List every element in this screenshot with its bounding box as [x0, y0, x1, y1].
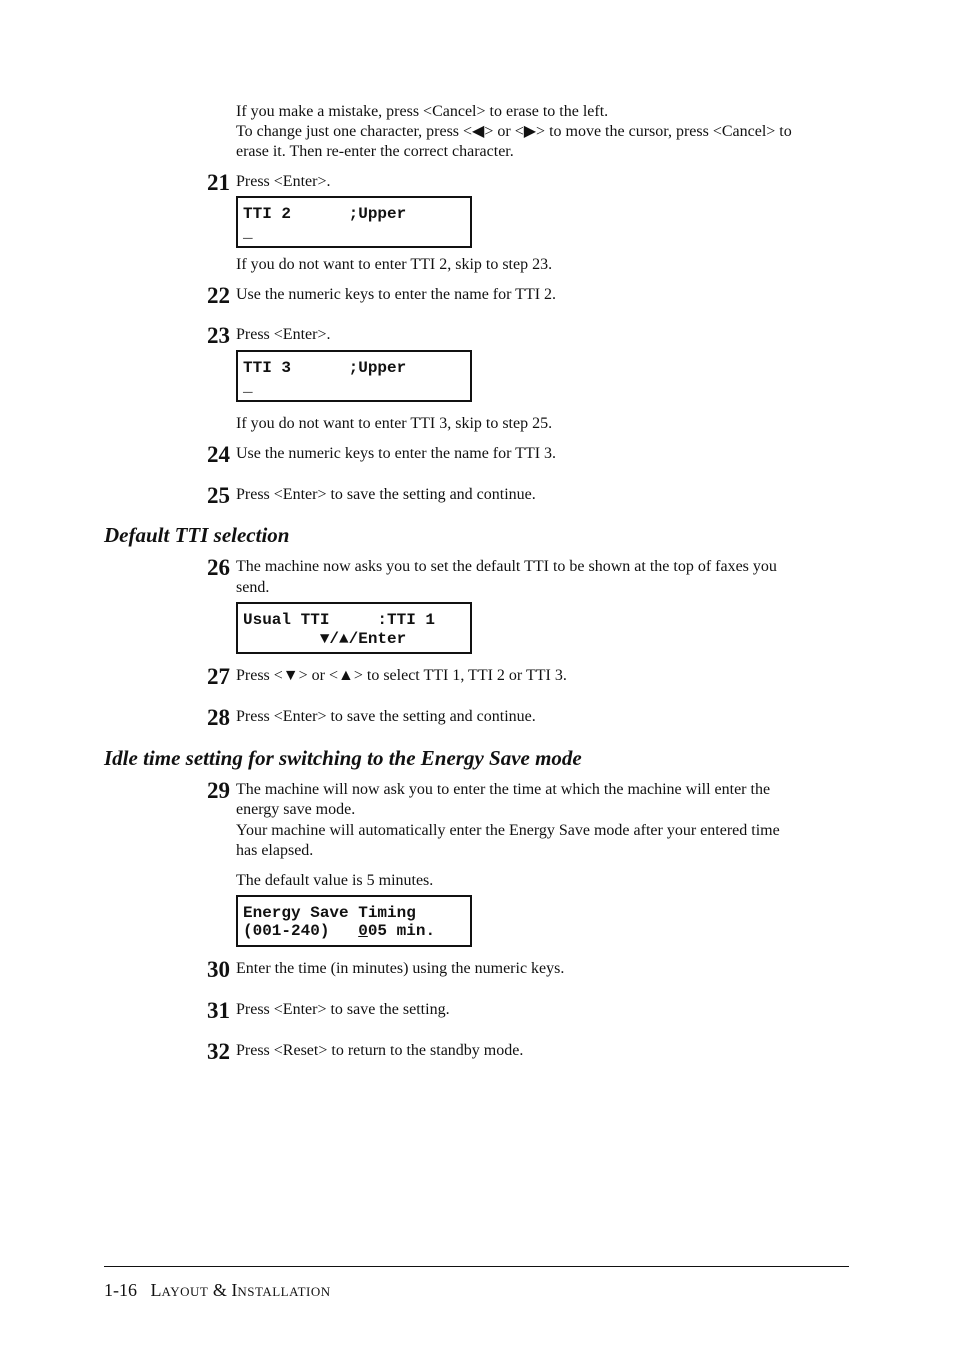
- section-heading-idle-time: Idle time setting for switching to the Energy Save mode: [104, 746, 582, 770]
- step-29-line-3: Your machine will automatically enter the Energy Save mode after your entered time: [236, 822, 780, 839]
- step-number-28: 28: [207, 705, 230, 730]
- footer-rule: [104, 1266, 849, 1267]
- footer-title-l: L: [150, 1280, 162, 1300]
- step-number-22: 22: [207, 283, 230, 308]
- lcd-line-2: ▼/▲/Enter: [243, 630, 407, 648]
- lcd-display-tti2: [236, 196, 472, 248]
- step-27-text: Press <▼> or <▲> to select TTI 1, TTI 2 or TTI 3.: [236, 667, 567, 684]
- lcd-line-1: TTI 2 ;Upper: [243, 205, 407, 223]
- step-number-29: 29: [207, 778, 230, 803]
- footer-ampersand: &: [212, 1280, 227, 1300]
- lcd-line-1: Energy Save Timing: [243, 904, 416, 922]
- step-23-text: Press <Enter>.: [236, 326, 331, 343]
- lcd-line-1: TTI 3 ;Upper: [243, 359, 407, 377]
- step-24-text: Use the numeric keys to enter the name for TTI 3.: [236, 445, 557, 462]
- intro-line-1: If you make a mistake, press <Cancel> to erase to the left.: [236, 103, 609, 120]
- step-number-30: 30: [207, 957, 230, 982]
- lcd-value-rest: 05 min.: [367, 922, 436, 940]
- note-23: If you do not want to enter TTI 3, skip to step 25.: [236, 415, 553, 432]
- step-30-text: Enter the time (in minutes) using the numeric keys.: [236, 960, 565, 977]
- step-29-line-2: energy save mode.: [236, 801, 356, 818]
- step-number-27: 27: [207, 664, 230, 689]
- page-footer: [104, 1279, 331, 1303]
- step-number-23: 23: [207, 323, 230, 348]
- page-number: 1-16: [104, 1280, 137, 1300]
- intro-line-3: erase it. Then re-enter the correct character.: [236, 143, 514, 160]
- step-number-21: 21: [207, 170, 230, 195]
- step-29-line-5: The default value is 5 minutes.: [236, 872, 434, 889]
- lcd-cursor-digit: 0: [358, 922, 368, 940]
- step-22-text: Use the numeric keys to enter the name for TTI 2.: [236, 286, 557, 303]
- lcd-cursor: _: [243, 224, 253, 242]
- step-29-line-4: has elapsed.: [236, 842, 314, 859]
- step-25-text: Press <Enter> to save the setting and continue.: [236, 486, 536, 503]
- lcd-display-tti3: [236, 350, 472, 402]
- step-26-line-2: send.: [236, 579, 270, 596]
- step-21-text: Press <Enter>.: [236, 173, 331, 190]
- section-heading-default-tti: Default TTI selection: [104, 523, 290, 547]
- step-28-text: Press <Enter> to save the setting and continue.: [236, 708, 536, 725]
- step-number-26: 26: [207, 555, 230, 580]
- note-21: If you do not want to enter TTI 2, skip to step 23.: [236, 256, 553, 273]
- step-26-line-1: The machine now asks you to set the default TTI to be shown at the top of faxes you: [236, 558, 777, 575]
- intro-line-2: To change just one character, press <◀> or <▶> to move the cursor, press <Cancel> to: [236, 123, 792, 140]
- lcd-display-energy-save: [236, 895, 472, 947]
- lcd-range: (001-240): [243, 922, 359, 940]
- lcd-line-2: [243, 922, 435, 940]
- step-29-line-1: The machine will now ask you to enter the time at which the machine will enter the: [236, 781, 771, 798]
- step-number-32: 32: [207, 1039, 230, 1064]
- step-number-31: 31: [207, 998, 230, 1023]
- lcd-cursor: _: [243, 378, 253, 396]
- step-number-25: 25: [207, 483, 230, 508]
- lcd-display-usual-tti: [236, 602, 472, 654]
- footer-title-installation: NSTALLATION: [237, 1284, 331, 1299]
- footer-title-layout: AYOUT: [161, 1284, 209, 1299]
- lcd-line-1: Usual TTI :TTI 1: [243, 611, 436, 629]
- step-number-24: 24: [207, 442, 230, 467]
- footer-title-i: I: [231, 1280, 238, 1300]
- step-32-text: Press <Reset> to return to the standby mode.: [236, 1042, 524, 1059]
- step-31-text: Press <Enter> to save the setting.: [236, 1001, 450, 1018]
